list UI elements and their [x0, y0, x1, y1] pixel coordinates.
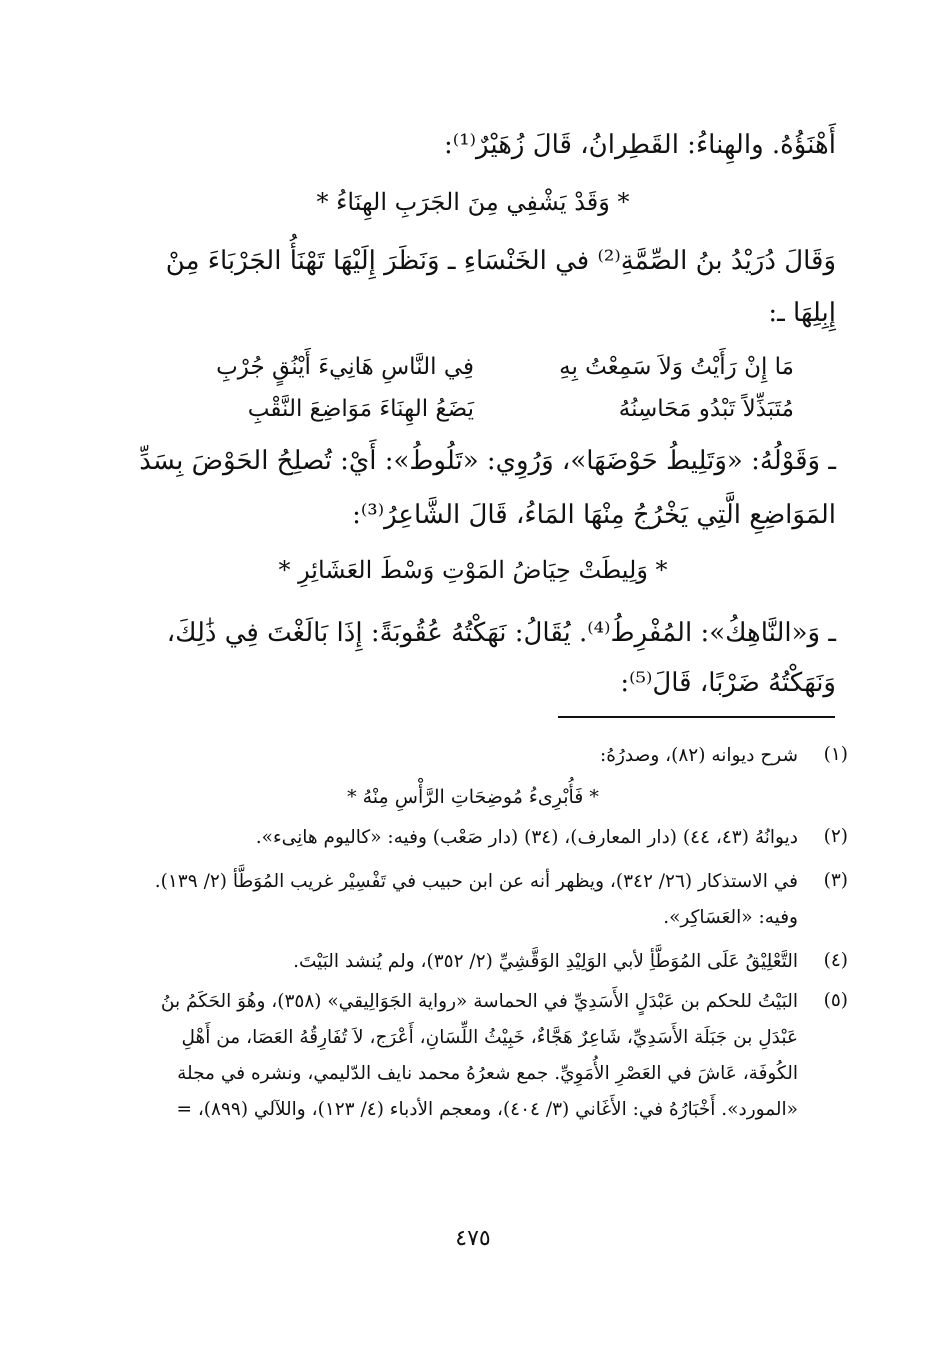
footnote-number-5: (٥) — [823, 990, 848, 1011]
footnote-4-text: التَّعْلِيْقُ عَلَى المُوَطَّأِ لأبي الوَلِيْدِ الوَقَّشِيِّ (٢/ ٣٥٢)، ولم يُنشد البَيْتَ. — [293, 951, 798, 972]
footnote-number-3: (٣) — [823, 870, 848, 891]
footnote-5-line-3: الكُوفَة، عَاشَ في العَصْرِ الأُمَوِيِّ. جمع شعرُهُ محمد نايف الدّليمي، ونشره في مجلة — [177, 1063, 798, 1084]
footnote-5-line-4: «المورد». أَخْبَارُهُ في: الأَغَاني (٣/ ٤٠٤)، ومعجم الأدباء (٤/ ١٢٣)، واللآلي (٨٩٩)، = — [176, 1099, 798, 1120]
footnote-number-2: (٢) — [823, 826, 848, 847]
verse-line-1: * وَقَدْ يَشْفِي مِنَ الجَرَبِ الهِنَاءُ * — [316, 188, 630, 216]
bayt-2-second-hemistich: يَضَعُ الهِنَاءَ مَوَاضِعَ النَّقْبِ — [247, 396, 474, 422]
footnote-5-line-2: عَبْدَلِ بن جَبَلَة الأَسَدِيِّ، شَاعِرٌ هَجَّاءٌ، خَبِيْثُ اللِّسَانِ، أَعْرَج، لاَ تُفَارِقُهُ العَصَا، من أَهْلِ — [181, 1027, 798, 1048]
main-line-4: ـ وَقَوْلُهُ: «وَتَلِيطُ حَوْضَهَا»، وَرُوِي: «تَلُوطُ»: أَيْ: تُصلِحُ الحَوْضَ بِسَدِّ — [139, 446, 836, 476]
main-line-6: ـ وَ«النَّاهِكُ»: المُفْرِطُ⁽⁴⁾. يُقَالُ: نَهَكْتُهُ عُقُوبَةً: إِذَا بَالَغْتَ فِي ذَٰلِكَ، — [166, 618, 836, 648]
footnote-3-text-continued: وفيه: «العَسَاكِر». — [663, 907, 798, 928]
footnote-3-text: في الاستذكار (٢٦/ ٣٤٢)، ويظهر أنه عن ابن حبيب في تَفْسِيْر غريب المُوَطَّأ (٢/ ١٣٩). — [154, 871, 798, 892]
footnote-number-4: (٤) — [823, 950, 848, 971]
footnote-number-1: (١) — [823, 744, 848, 765]
bayt-2-first-hemistich: مُتَبَذِّلاً تَبْدُو مَحَاسِنُهُ — [618, 396, 794, 422]
bayt-1-first-hemistich: مَا إِنْ رَأَيْتُ وَلاَ سَمِعْتُ بِهِ — [559, 354, 794, 380]
footnote-1-verse: * فَأُبْرِىءُ مُوضِحَاتِ الرَّأْسِ مِنْهُ * — [347, 786, 599, 808]
footnote-separator — [558, 716, 835, 718]
main-line-3: إِبِلِهَا ـ: — [768, 298, 836, 328]
footnote-5-line-1: البَيْتُ للحكم بن عَبْدَلٍ الأَسَدِيِّ في الحماسة «رواية الجَوَالِيقي» (٣٥٨)، وهُوَ الحَكَمُ بنُ — [160, 991, 798, 1012]
main-line-1: أَهْنَؤُهُ. والهِناءُ: القَطِرانُ، قَالَ زُهَيْرٌ⁽¹⁾: — [444, 130, 836, 160]
footnote-1-text: شرح ديوانه (٨٢)، وصدرُهُ: — [600, 745, 798, 766]
bayt-1-second-hemistich: فِي النَّاسِ هَانِيءَ أَيْنُقٍ جُرْبِ — [216, 354, 474, 380]
main-line-5: المَوَاضِعِ الَّتِي يَخْرُجُ مِنْهَا المَاءُ، قَالَ الشَّاعِرُ⁽³⁾: — [352, 500, 836, 530]
page-number: ٤٧٥ — [455, 1226, 491, 1251]
verse-line-2: * وَلِيطَتْ حِيَاضُ المَوْتِ وَسْطَ العَشَائِرِ * — [278, 556, 668, 584]
main-line-2: وَقَالَ دُرَيْدُ بنُ الصِّمَّةِ⁽²⁾ في الخَنْسَاءِ ـ وَنَظَرَ إِلَيْهَا تَهْنَأُ الجَرْبَاءَ مِنْ — [165, 246, 836, 276]
main-line-7: وَنَهَكْتُهُ ضَرْبًا، قَالَ⁽⁵⁾: — [620, 668, 836, 698]
footnote-2-text: ديوانُهُ (٤٣، ٤٤) (دار المعارف)، (٣٤) (دار صَعْب) وفيه: «كاليوم هانِىء». — [255, 827, 798, 848]
